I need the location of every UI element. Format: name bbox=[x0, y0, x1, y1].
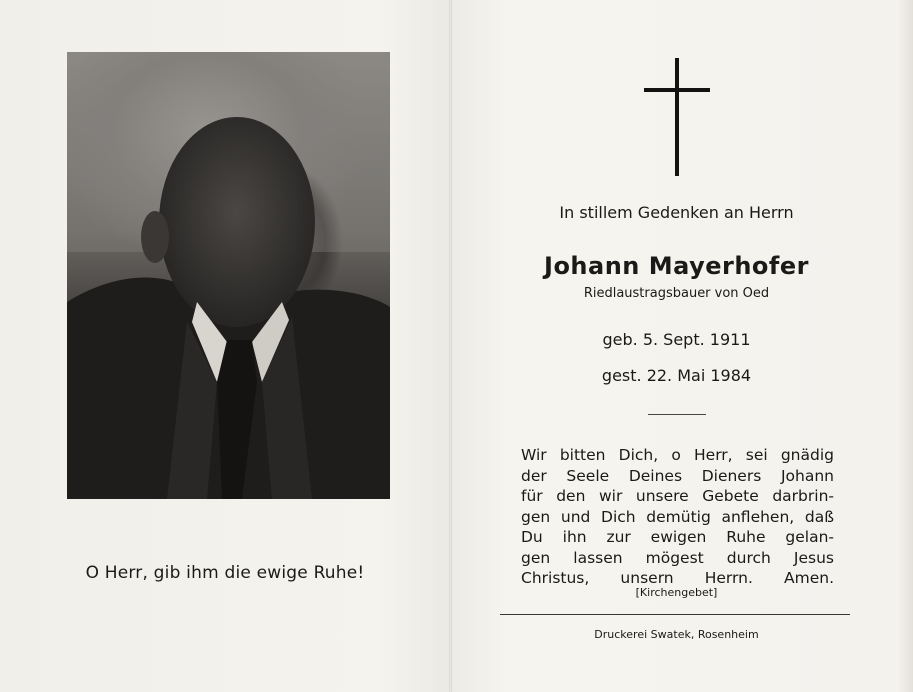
latin-cross-icon bbox=[644, 58, 712, 178]
card-edge bbox=[899, 0, 913, 692]
prayer-source: [Kirchengebet] bbox=[635, 586, 718, 599]
prayer-line: Du ihn zur ewigen Ruhe gelan- bbox=[521, 528, 834, 546]
deceased-name: Johann Mayerhofer bbox=[544, 252, 809, 280]
prayer-line: Christus, unsern Herrn. Amen. bbox=[521, 569, 834, 587]
occupation-text: Riedlaustragsbauer von Oed bbox=[583, 286, 770, 301]
portrait-figure bbox=[67, 52, 390, 499]
birth-date: geb. 5. Sept. 1911 bbox=[602, 330, 751, 349]
portrait-photo bbox=[67, 52, 390, 499]
prayer-line: Wir bitten Dich, o Herr, sei gnädig bbox=[521, 446, 834, 464]
death-date: gest. 22. Mai 1984 bbox=[601, 366, 752, 385]
prayer-line: für den wir unsere Gebete darbrin- bbox=[521, 487, 834, 505]
prayer-line: der Seele Deines Dieners Johann bbox=[521, 466, 834, 485]
divider-long bbox=[500, 614, 850, 615]
intro-text: In stillem Gedenken an Herrn bbox=[559, 203, 794, 222]
left-caption: O Herr, gib ihm die ewige Ruhe! bbox=[85, 563, 365, 583]
prayer-line: gen und Dich demütig anflehen, daß bbox=[521, 507, 834, 526]
printer-credit: Druckerei Swatek, Rosenheim bbox=[594, 628, 759, 641]
prayer-text bbox=[521, 445, 834, 589]
prayer-line: gen lassen mögest durch Jesus bbox=[521, 548, 834, 567]
divider-short bbox=[648, 414, 706, 415]
